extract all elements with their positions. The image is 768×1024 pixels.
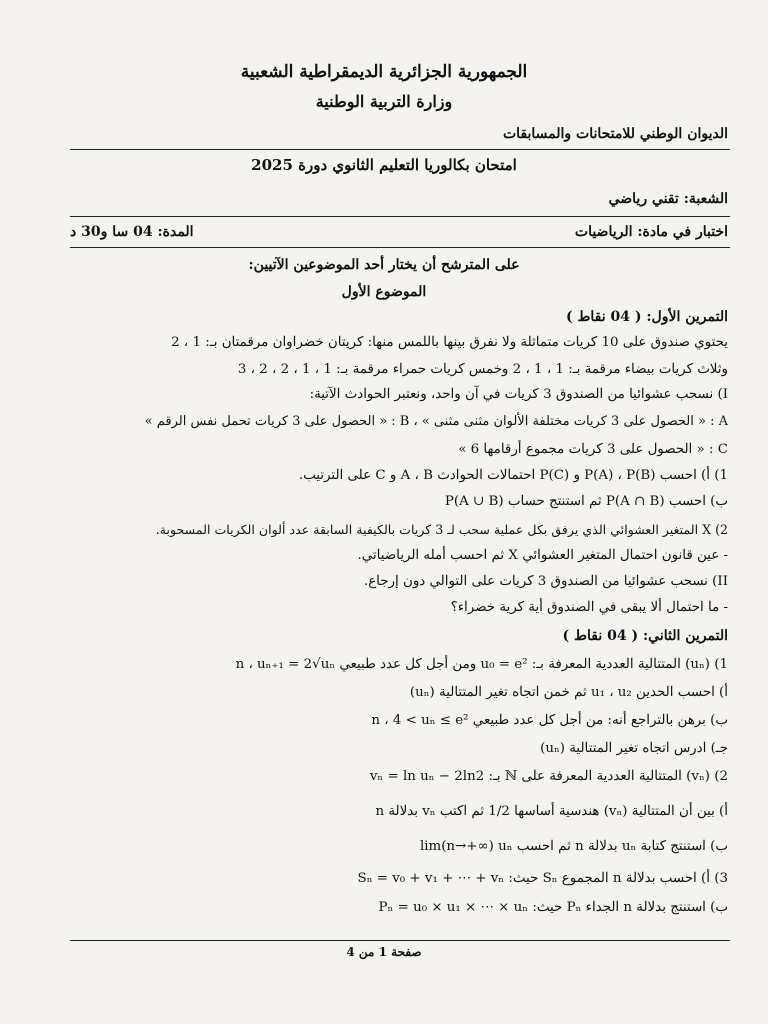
ex1-line-9: - عين قانون احتمال المتغير العشوائي X ثم احسب أمله الرياضياتي. xyxy=(357,548,728,563)
branch-label: الشعبة: تقني رياضي xyxy=(608,191,728,207)
ex2-line-1: 1) (uₙ) المتتالية العددية المعرفة بـ: u₀ = e² ومن أجل كل عدد طبيعي n ، uₙ₊₁ = 2√uₙ xyxy=(235,657,728,672)
exam-title: امتحان بكالوريا التعليم الثانوي دورة 2025 xyxy=(251,156,517,174)
ex1-line-6: 1) أ) احسب P(A) ، P(B) و P(C) احتمالات الحوادث A ، B و C على الترتيب. xyxy=(298,468,728,483)
ex1-line-1: يحتوي صندوق على 10 كريات متماثلة ولا نفرق بينها باللمس منها: كريتان خضراوان مرقمتان بـ: 1 ، 2 xyxy=(171,335,728,350)
page-number: صفحة 1 من 4 xyxy=(346,945,422,959)
ex1-line-3: I) نسحب عشوائيا من الصندوق 3 كريات في آن واحد، ونعتبر الحوادث الآتية: xyxy=(309,387,728,402)
ministry-title: وزارة التربية الوطنية xyxy=(315,92,453,111)
ex1-line-5: C : « الحصول على 3 كريات مجموع أرقامها 6 » xyxy=(458,442,728,457)
republic-title: الجمهورية الجزائرية الديمقراطية الشعبية xyxy=(240,62,528,82)
exercise1-title: التمرين الأول: ( 04 نقاط ) xyxy=(565,309,728,325)
ex1-line-7: ب) احسب P(A ∩ B) ثم استنتج حساب P(A ∪ B) xyxy=(444,494,728,509)
ex1-line-11: - ما احتمال ألا يبقى في الصندوق أية كرية خضراء؟ xyxy=(450,600,728,615)
footer-divider xyxy=(70,940,730,941)
ex1-line-8: 2) X المتغير العشوائي الذي يرفق بكل عملية سحب لـ 3 كريات بالكيفية السابقة عدد ألوان الكريات المسحوبة. xyxy=(155,522,728,537)
branch-divider xyxy=(70,216,730,217)
subject-divider xyxy=(70,247,730,248)
ex1-line-4: A : « الحصول على 3 كريات مختلفة الألوان مثنى مثنى » ، B : « الحصول على 3 كريات تحمل نفس الرقم » xyxy=(144,414,728,429)
exercise2-title: التمرين الثاني: ( 04 نقاط ) xyxy=(562,628,728,644)
choose-instruction: على المترشح أن يختار أحد الموضوعين الآتيين: xyxy=(248,257,520,273)
topic-title: الموضوع الأول xyxy=(341,284,427,300)
ex2-line-8: 3) أ) احسب بدلالة n المجموع Sₙ حيث: Sₙ = v₀ + v₁ + ⋯ + vₙ xyxy=(357,871,728,886)
ex2-line-7: ب) استنتج كتابة uₙ بدلالة n ثم احسب lim(n→+∞) uₙ xyxy=(419,839,728,854)
office-title: الديوان الوطني للامتحانات والمسابقات xyxy=(502,126,728,142)
subject-label: اختبار في مادة: الرياضيات xyxy=(574,224,728,240)
ex2-line-3: ب) برهن بالتراجع أنه: من أجل كل عدد طبيعي n ، 4 < uₙ ≤ e² xyxy=(371,713,728,728)
ex1-line-2: وثلاث كريات بيضاء مرقمة بـ: 1 ، 1 ، 2 وخمس كريات حمراء مرقمة بـ: 1 ، 1 ، 2 ، 2 ، 3 xyxy=(237,362,728,377)
ex2-line-2: أ) احسب الحدين u₁ ، u₂ ثم خمن اتجاه تغير المتتالية (uₙ) xyxy=(409,685,728,700)
header-divider xyxy=(70,149,730,150)
ex2-line-4: جـ) ادرس اتجاه تغير المتتالية (uₙ) xyxy=(540,741,728,756)
ex1-line-10: II) نسحب عشوائيا من الصندوق 3 كريات على التوالي دون إرجاع. xyxy=(363,574,728,589)
ex2-line-6: أ) بين أن المتتالية (vₙ) هندسية أساسها 1/2 ثم اكتب vₙ بدلالة n xyxy=(375,804,728,819)
ex2-line-9: ب) استنتج بدلالة n الجداء Pₙ حيث: Pₙ = u₀ × u₁ × ⋯ × uₙ xyxy=(378,900,728,915)
ex2-line-5: 2) (vₙ) المتتالية العددية المعرفة على ℕ بـ: vₙ = ln uₙ − 2ln2 xyxy=(369,769,728,784)
duration-label: المدة: 04 سا و30 د xyxy=(70,224,194,240)
